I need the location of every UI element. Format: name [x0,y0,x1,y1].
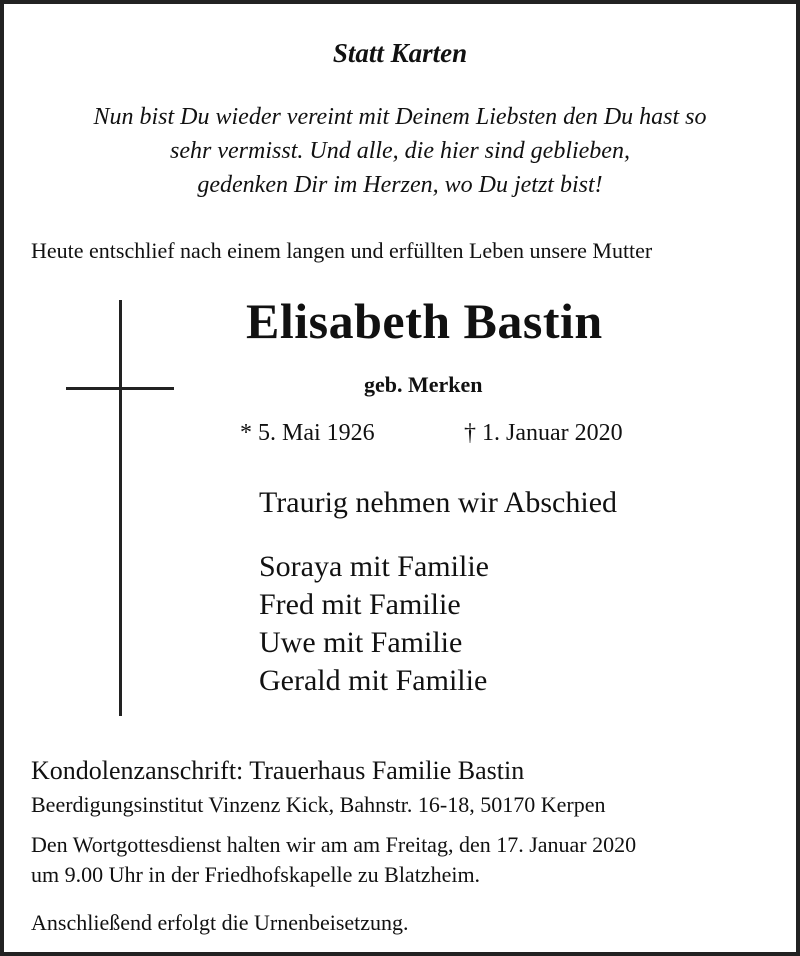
farewell-text: Traurig nehmen wir Abschied [259,486,618,519]
maiden-name: geb. Merken [364,372,483,397]
service-line-1: Den Wortgottesdienst halten wir am am Freitag, den 17. Januar 2020 [31,832,637,857]
header-title: Statt Karten [332,38,468,68]
family-member: Uwe mit Familie [259,626,463,659]
death-date: † 1. Januar 2020 [464,420,623,446]
condolence-address: Kondolenzanschrift: Trauerhaus Familie Bastin [31,756,525,785]
verse-line-2: sehr vermisst. Und alle, die hier sind geblieben, [170,138,630,164]
family-member: Fred mit Familie [259,588,461,621]
intro-text: Heute entschlief nach einem langen und erfüllten Leben unsere Mutter [31,238,653,263]
service-line-2: um 9.00 Uhr in der Friedhofskapelle zu Blatzheim. [31,862,481,887]
family-member: Gerald mit Familie [259,664,488,697]
cross-icon-bar [66,387,174,390]
verse-line-3: gedenken Dir im Herzen, wo Du jetzt bist! [197,172,603,198]
urn-burial-text: Anschließend erfolgt die Urnenbeisetzung. [31,910,409,935]
funeral-home: Beerdigungsinstitut Vinzenz Kick, Bahnstr. 16-18, 50170 Kerpen [31,792,606,817]
family-member: Soraya mit Familie [259,550,489,583]
deceased-name: Elisabeth Bastin [246,293,603,349]
verse-line-1: Nun bist Du wieder vereint mit Deinem Liebsten den Du hast so [93,104,707,130]
birth-date: * 5. Mai 1926 [240,420,375,446]
cross-icon [119,300,122,716]
